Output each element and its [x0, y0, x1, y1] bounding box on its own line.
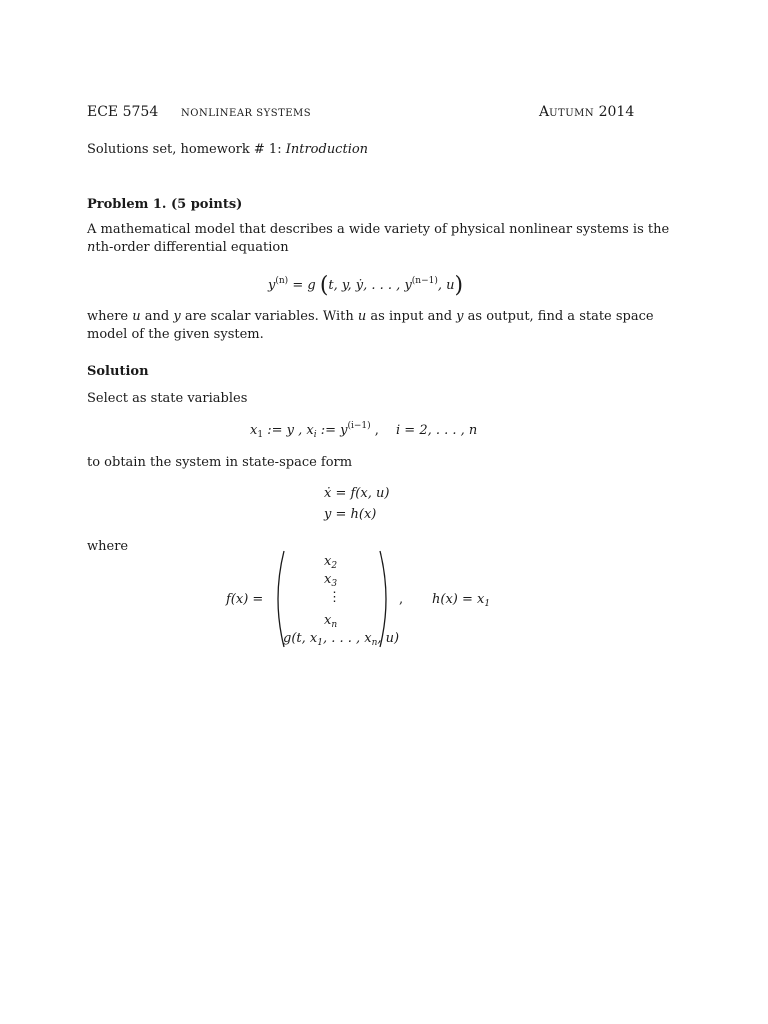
vector-entry-g — [283, 631, 399, 646]
term-year: 2014 — [598, 104, 635, 120]
ode-args: t, y, ẏ, . . . , y — [328, 278, 412, 293]
ode-equation — [268, 273, 463, 298]
ode-lparen: ( — [319, 273, 329, 298]
f-comma: , — [399, 592, 404, 607]
intro-n: n — [87, 240, 96, 255]
x1-assign: := y , — [263, 423, 307, 438]
x1-symbol: x — [250, 423, 258, 438]
after-rest: are scalar variables. With — [180, 309, 358, 324]
output-equation: y = h(x) — [324, 507, 377, 522]
h-definition — [432, 592, 490, 607]
g-sub1: 1 — [317, 638, 323, 648]
obtain-text: to obtain the system in state-space form — [87, 455, 353, 470]
problem-heading: Problem 1. (5 points) — [87, 197, 243, 212]
vector-vdots: ⋮ — [328, 590, 341, 605]
state-comma: , — [370, 423, 379, 438]
xi-symbol: x — [306, 423, 314, 438]
problem-intro-line1: A mathematical model that describes a wide variety of physical nonlinear systems is the — [87, 222, 670, 237]
subtitle-prefix: Solutions set, homework # 1: — [87, 142, 286, 157]
vector-entry-x2 — [324, 554, 337, 569]
term-initial: A — [539, 104, 550, 120]
after-output: as output, find a state space — [463, 309, 654, 324]
after-u2: u — [357, 309, 367, 324]
state-range: i = 2, . . . , n — [396, 423, 478, 438]
h-def-sub: 1 — [484, 599, 491, 609]
subtitle-topic: Introduction — [285, 142, 369, 157]
where-text: where — [87, 539, 129, 554]
vector-entry-xn — [324, 613, 337, 628]
x2-sub: 2 — [331, 561, 338, 571]
after-y2: y — [456, 309, 464, 324]
after-where: where — [87, 309, 133, 324]
x1-sub: 1 — [257, 430, 264, 440]
select-state-text: Select as state variables — [87, 391, 248, 406]
ode-eq: = g — [288, 278, 316, 293]
after-and: and — [140, 309, 174, 324]
xi-assign: := y — [316, 423, 348, 438]
after-input: as input and — [366, 309, 457, 324]
xn-base: x — [324, 613, 332, 628]
solution-heading: Solution — [87, 364, 149, 379]
xi-order: (i−1) — [347, 421, 371, 431]
x3-base: x — [324, 572, 332, 587]
xn-sub: n — [331, 620, 338, 630]
g-post: , u) — [377, 631, 400, 646]
g-subn: n — [371, 638, 378, 648]
ode-lhs: y — [268, 278, 276, 293]
intro-rest: th-order differential equation — [95, 240, 289, 255]
after-u: u — [132, 309, 141, 324]
f-lhs: f(x) = — [226, 592, 264, 607]
x3-sub: 3 — [331, 579, 338, 589]
ode-args-order: (n−1) — [411, 276, 438, 286]
term-label — [539, 104, 634, 120]
vector-entry-x3 — [324, 572, 337, 587]
ode-lhs-order: (n) — [275, 276, 289, 286]
state-def-equation — [250, 423, 379, 438]
h-def-base: h(x) = x — [432, 592, 485, 607]
x2-base: x — [324, 554, 332, 569]
course-title: NONLINEAR SYSTEMS — [181, 108, 312, 119]
state-equation: ẋ = f(x, u) — [324, 486, 390, 501]
after-y: y — [173, 309, 181, 324]
course-number: ECE 5754 — [87, 104, 159, 120]
ode-tail: , u — [437, 278, 455, 293]
subtitle — [87, 142, 368, 157]
term-rest: UTUMN — [549, 108, 595, 119]
g-pre: g(t, x — [283, 631, 318, 646]
xi-sub: i — [313, 430, 317, 440]
problem-after-line1 — [87, 309, 654, 324]
g-mid: , . . . , x — [322, 631, 372, 646]
ode-rparen: ) — [454, 273, 464, 298]
problem-after-line2: model of the given system. — [87, 327, 264, 342]
problem-intro-line2 — [87, 240, 289, 255]
